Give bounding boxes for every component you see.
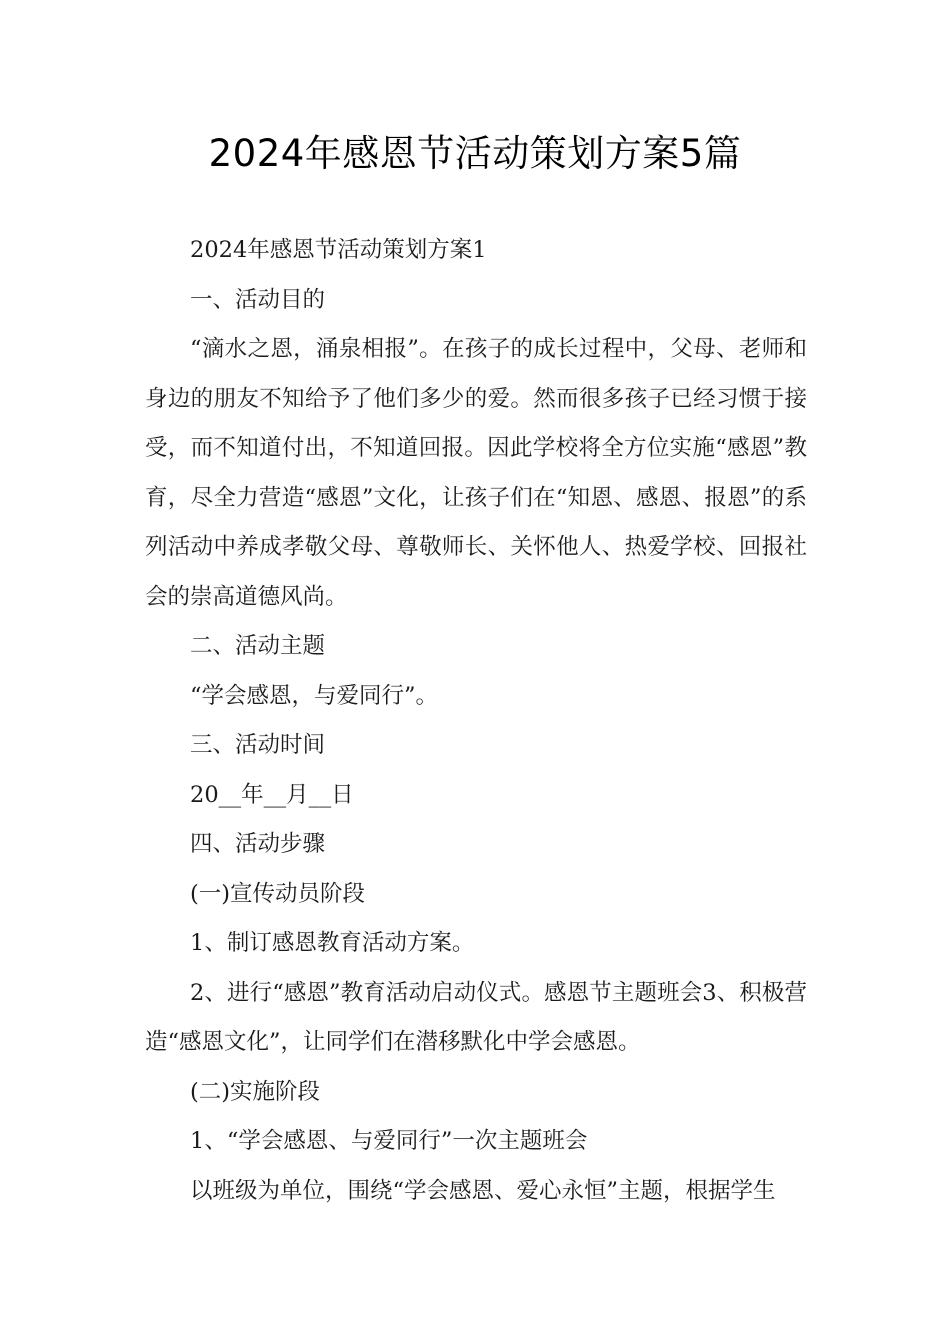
section-heading-purpose: 一、活动目的 (190, 286, 326, 313)
paragraph-class-meeting: 以班级为单位，围绕“学会感恩、爱心永恒”主题，根据学生 (190, 1177, 776, 1204)
section-heading-steps: 四、活动步骤 (190, 831, 326, 857)
list-item-step-2: 2、进行“感恩”教育活动启动仪式。感恩节主题班会3、积极营造“感恩文化”，让同学们在潜移默化中学会感恩。 (145, 979, 807, 1055)
paragraph-theme: “学会感恩，与爱同行”。 (190, 682, 439, 709)
list-item-class-meeting: 1、“学会感恩、与爱同行”一次主题班会 (190, 1128, 588, 1154)
section-heading-theme: 二、活动主题 (190, 633, 326, 659)
list-item-step-1: 1、制订感恩教育活动方案。 (190, 930, 475, 956)
paragraph-purpose: “滴水之恩，涌泉相报”。在孩子的成长过程中，父母、老师和身边的朋友不知给予了他们多少的爱。然而很多孩子已经习惯于接受，而不知道付出，不知道回报。因此学校将全方位实施“感恩”教育，尽全力营造“感恩”文化，让孩子们在“知恩、感恩、报恩”的系列活动中养成孝敬父母、尊敬师长、关怀他人、热爱学校、回报社会的崇高道德风尚。 (145, 336, 807, 610)
subsection-heading-implementation: (二)实施阶段 (190, 1078, 321, 1105)
document-title: 2024年感恩节活动策划方案5篇 (208, 132, 742, 175)
paragraph-time: 20__年__月__日 (190, 781, 354, 808)
document-body (145, 226, 807, 1216)
subsection-heading-publicity: (一)宣传动员阶段 (190, 880, 366, 907)
section-heading-time: 三、活动时间 (190, 732, 326, 758)
paragraph-subtitle: 2024年感恩节活动策划方案1 (190, 237, 487, 263)
